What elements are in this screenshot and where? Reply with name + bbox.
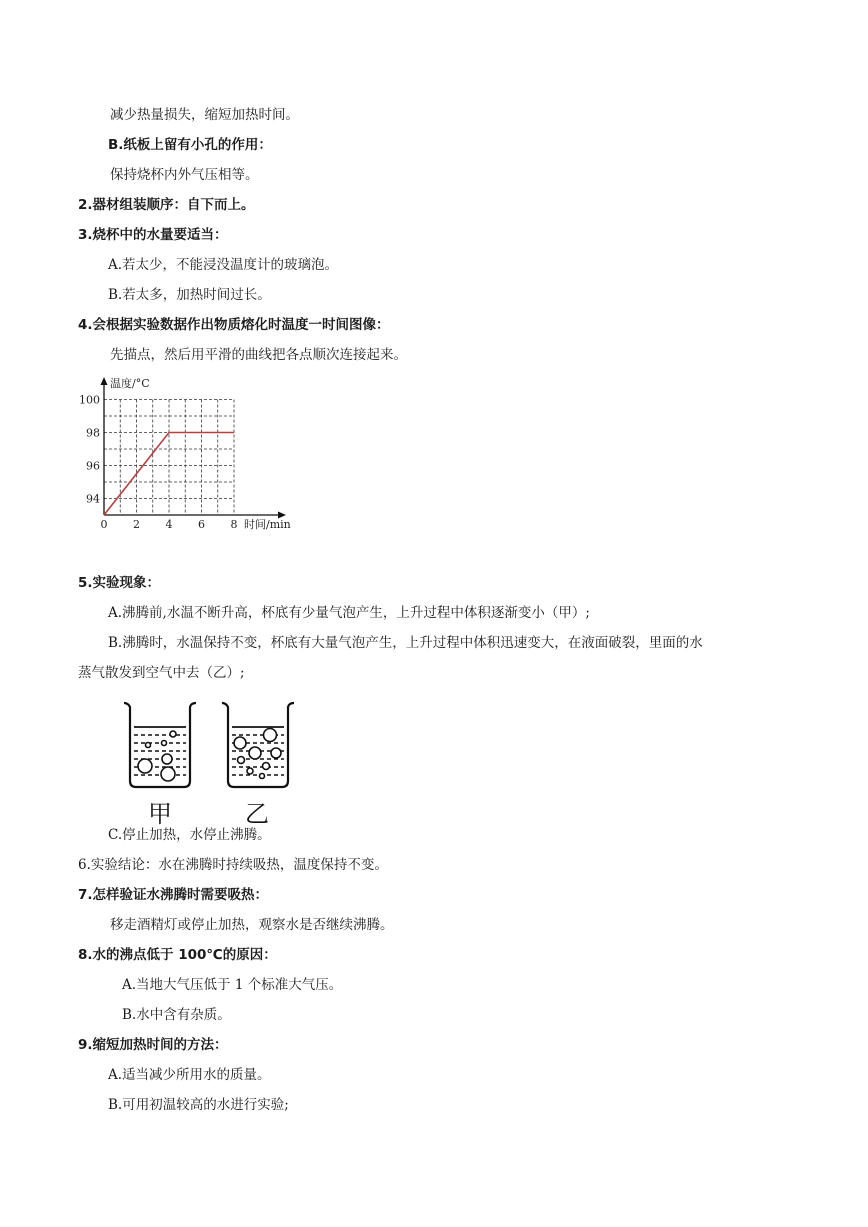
text-line: B.若太多，加热时间过长。 <box>108 287 271 303</box>
text-line: A.当地大气压低于 1 个标准大气压。 <box>122 977 343 993</box>
section-heading: 8.水的沸点低于 100℃的原因： <box>78 947 277 963</box>
beaker-yi <box>222 703 294 787</box>
x-tick-label: 8 <box>230 518 238 531</box>
section-heading <box>78 195 255 215</box>
text-line: B.水中含有杂质。 <box>122 1007 231 1023</box>
subheading: B.纸板上留有小孔的作用： <box>108 137 272 153</box>
beaker-label-jia: 甲 <box>148 800 172 828</box>
chart-grid <box>104 400 234 516</box>
text-line: A.沸腾前,水温不断升高，杯底有少量气泡产生，上升过程中体积逐渐变小（甲）; <box>108 605 590 621</box>
section-heading: 6.实验结论：水在沸腾时持续吸热，温度保持不变。 <box>78 857 388 873</box>
text-line: B.可用初温较高的水进行实验; <box>108 1097 289 1113</box>
text-line: A.适当减少所用水的质量。 <box>108 1067 271 1083</box>
x-axis-label: 时间/min <box>244 518 291 531</box>
y-axis-arrow <box>101 377 108 385</box>
chart-tick-labels <box>79 394 238 532</box>
y-axis-label: 温度/°C <box>110 377 150 390</box>
y-tick-label: 94 <box>86 492 100 506</box>
text-line: 蒸气散发到空气中去（乙）; <box>78 665 245 681</box>
text-line: 保持烧杯内外气压相等。 <box>110 167 259 183</box>
x-tick-label: 6 <box>198 518 205 531</box>
temperature-time-chart <box>70 372 310 537</box>
text-line: B.沸腾时，水温保持不变，杯底有大量气泡产生，上升过程中体积迅速变大，在液面破裂，里面的水 <box>108 635 703 651</box>
section-heading: 4.会根据实验数据作出物质熔化时温度一时间图像： <box>78 317 390 333</box>
text-line: 减少热量损失，缩短加热时间。 <box>110 107 299 123</box>
text-line: 移走酒精灯或停止加热，观察水是否继续沸腾。 <box>110 917 394 933</box>
text-line: 先描点，然后用平滑的曲线把各点顺次连接起来。 <box>110 347 407 363</box>
text-line: C.停止加热，水停止沸腾。 <box>108 827 271 843</box>
text-line: A.若太少，不能浸没温度计的玻璃泡。 <box>108 257 339 273</box>
section-heading: 9.缩短加热时间的方法： <box>78 1037 228 1053</box>
x-tick-label: 2 <box>133 518 140 531</box>
chart-axes <box>101 377 287 519</box>
section-heading: 5.实验现象： <box>78 575 161 591</box>
section-heading: 3.烧杯中的水量要适当： <box>78 227 228 243</box>
section-heading-label: 2.器材组装顺序：自下而上。 <box>78 197 255 213</box>
x-tick-label: 0 <box>100 518 108 531</box>
y-tick-label: 96 <box>86 459 100 473</box>
beaker-jia <box>124 703 196 787</box>
section-heading: 7.怎样验证水沸腾时需要吸热： <box>78 887 269 903</box>
beaker-label-yi: 乙 <box>245 800 269 828</box>
x-tick-label: 4 <box>165 518 173 531</box>
beaker-illustration <box>118 697 308 829</box>
y-tick-label: 100 <box>79 393 100 407</box>
y-tick-label: 98 <box>86 426 100 440</box>
